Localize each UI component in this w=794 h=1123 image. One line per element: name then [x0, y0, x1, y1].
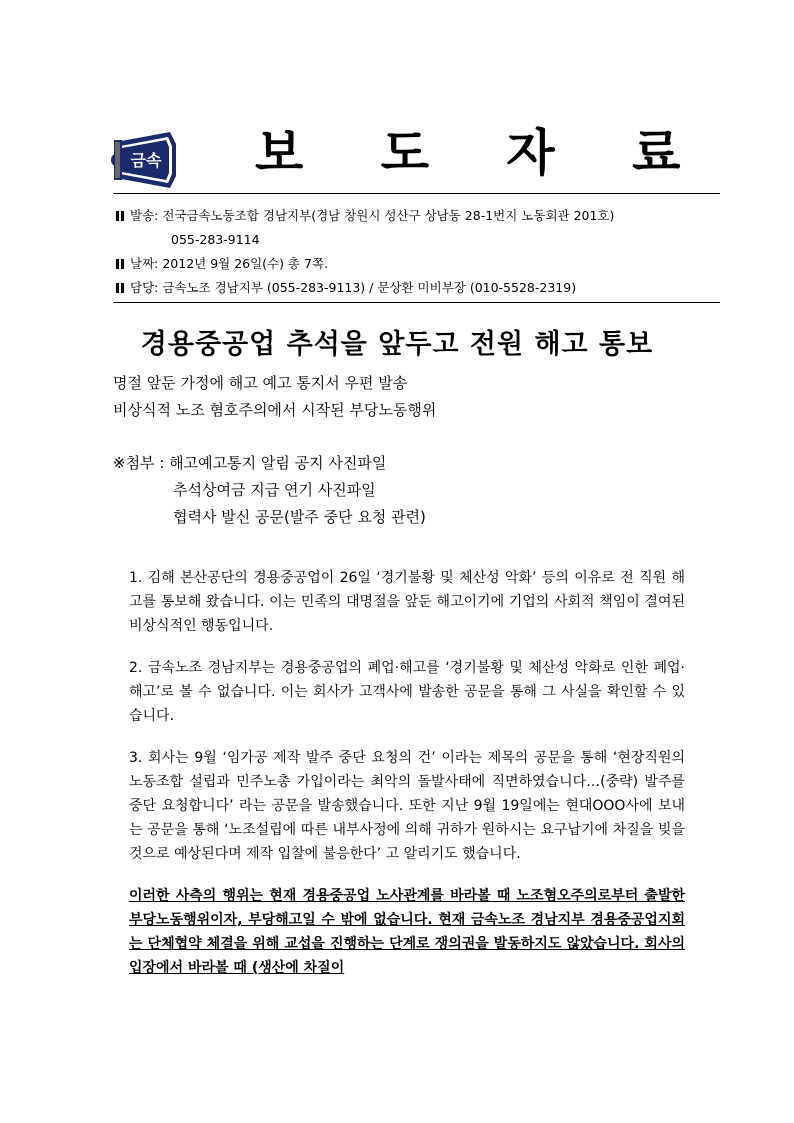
union-logo-icon: [110, 130, 180, 190]
attachment-item: 협력사 발신 공문(발주 중단 요청 관련): [173, 508, 426, 526]
meta-sender-row: [116, 204, 614, 228]
paragraph-1: 1. 김해 본산공단의 경용중공업이 26일 ‘경기불황 및 체산성 악화’ 등의 이유로 전 직원 해고를 통보해 왔습니다. 이는 민족의 대명절을 앞둔 해고이기에 기업의 사회적 책임이 결여된 비상식적인 행동입니다.: [129, 570, 685, 634]
attachments: [113, 450, 426, 531]
bullet-icon: [116, 258, 125, 270]
bullet-icon: [116, 210, 125, 222]
meta-date: 날짜: 2012년 9월 26일(수) 총 7쪽.: [130, 256, 329, 271]
subtitle: 명절 앞둔 가정에 해고 예고 통지서 우편 발송: [113, 374, 408, 392]
headline: 경용중공업 추석을 앞두고 전원 해고 통보: [140, 329, 654, 360]
meta-contact-row: [116, 276, 614, 300]
meta-sender: 발송: 전국금속노동조합 경남지부(경남 창원시 성산구 상남동 28-1번지 노동회관 201호): [130, 208, 615, 223]
meta-divider: [113, 302, 720, 303]
subtitles: [113, 370, 436, 424]
svg-text:금속: 금속: [130, 151, 162, 170]
meta-phone-row: [116, 228, 614, 252]
paragraph-3: 3. 회사는 9월 ‘임가공 제작 발주 중단 요청의 건’ 이라는 제목의 공문을 통해 ‘현장직원의 노동조합 설립과 민주노총 가입이라는 최악의 돌발사태에 직면하였습니다…(중략) 발주를 중단 요청합니다’ 라는 공문을 발송했습니다. 또한 지난 9월 19일에는 현대OOO사에 보내는 공문을 통해 ‘노조설립에 따른 내부사정에 의해 귀하가 원하시는 요구납기에 차질을 빚을 것으로 예상된다며 제작 입찰에 불응한다’ 고 알리기도 했습니다.: [129, 750, 685, 862]
release-meta: [116, 204, 614, 300]
subtitle: 비상식적 노조 혐호주의에서 시작된 부당노동행위: [113, 401, 437, 419]
paragraph-4-emphasis: 이러한 사측의 행위는 현재 경용중공업 노사관계를 바라볼 때 노조혐오주의로부터 출발한 부당노동행위이자, 부당해고일 수 밖에 없습니다. 현재 금속노조 경남지부 경용중공업지회는 단체협약 체결을 위해 교섭을 진행하는 단계로 쟁의권을 발동하지도 않았습니다. 회사의 입장에서 바라볼 때 (생산에 차질이: [129, 888, 685, 976]
meta-date-row: [116, 252, 614, 276]
body-text: [113, 566, 685, 998]
attachment-item: 추석상여금 지급 연기 사진파일: [173, 481, 376, 499]
header-divider: [113, 193, 720, 194]
attachments-label: ※첨부 : 해고예고통지 알림 공지 사진파일: [113, 454, 387, 472]
bullet-icon: [116, 282, 125, 294]
meta-contact: 담당: 금속노조 경남지부 (055-283-9113) / 문상환 미비부장 (010-5528-2319): [130, 280, 577, 295]
meta-phone: 055-283-9114: [171, 232, 260, 247]
paragraph-2: 2. 금속노조 경남지부는 경용중공업의 폐업·해고를 ‘경기불황 및 체산성 악화로 인한 폐업·해고’로 볼 수 없습니다. 이는 회사가 고객사에 발송한 공문을 통해 그 사실을 확인할 수 있습니다.: [129, 660, 685, 724]
document-title: 보 도 자 료: [255, 123, 711, 182]
